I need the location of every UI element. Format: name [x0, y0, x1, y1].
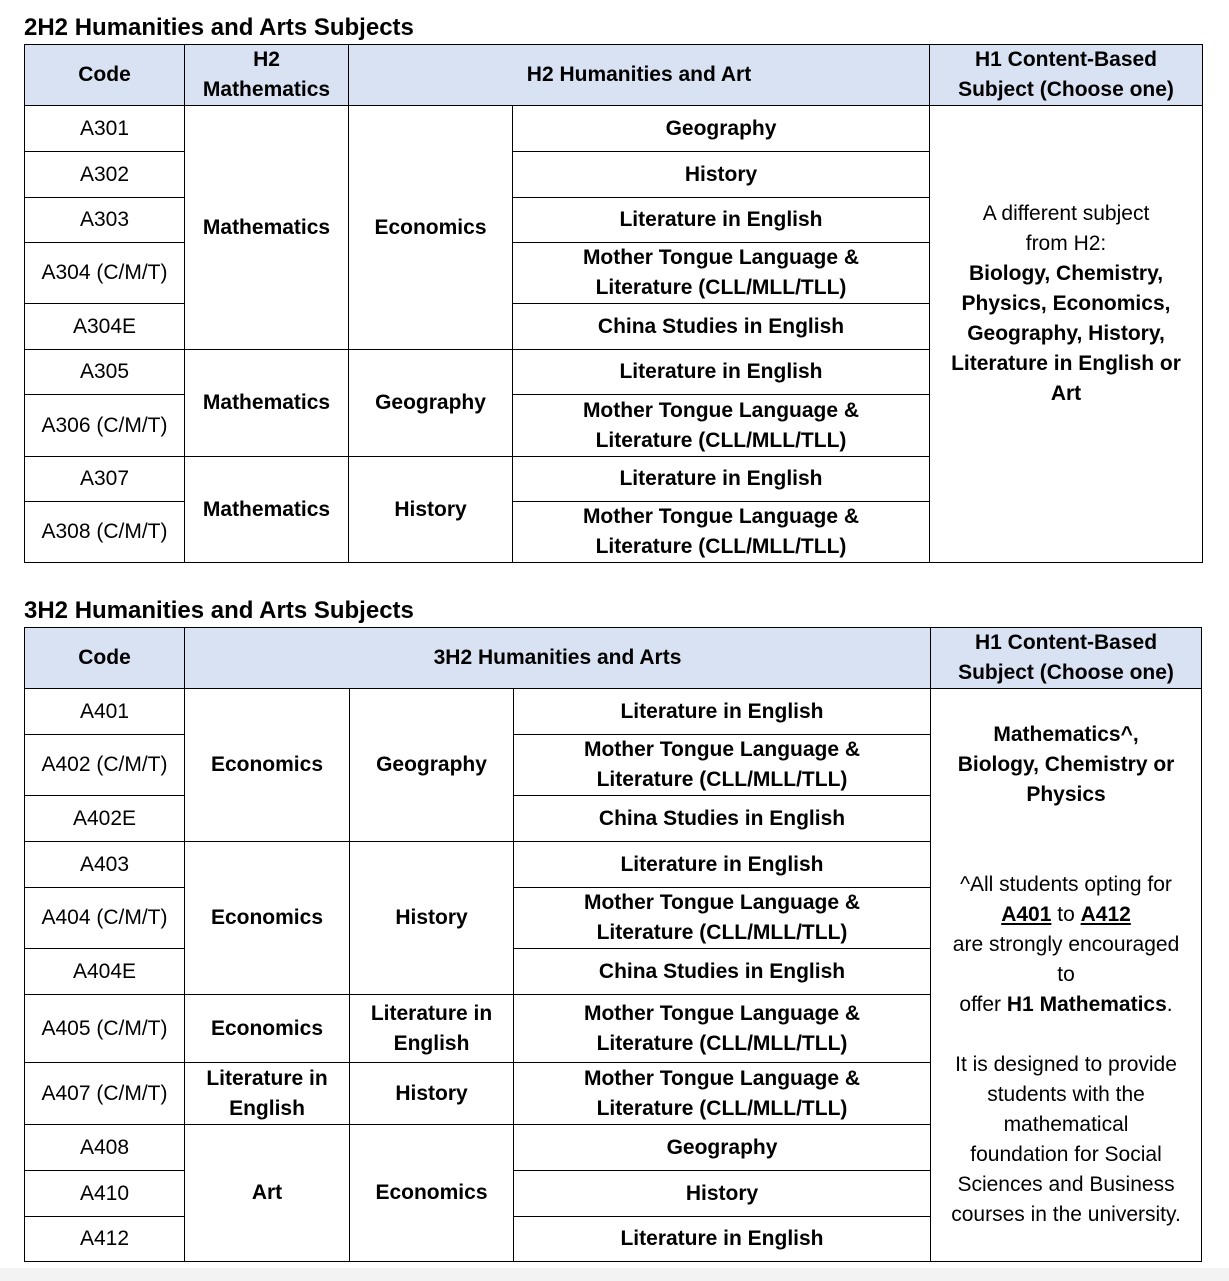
code-cell: A307 — [25, 457, 185, 502]
code-cell: A404 (C/M/T) — [25, 888, 185, 949]
subject-cell: Literature in English — [514, 1217, 931, 1262]
math-subject-cell: Mathematics — [185, 350, 349, 457]
subject-cell: Mother Tongue Language & Literature (CLL/MLL/TLL) — [513, 502, 930, 563]
subject-group-cell-2: Literature in English — [350, 995, 514, 1063]
subject-cell: Mother Tongue Language & Literature (CLL/MLL/TLL) — [514, 995, 931, 1063]
subject-cell: Geography — [514, 1125, 931, 1171]
code-cell: A404E — [25, 949, 185, 995]
subject-cell: Mother Tongue Language & Literature (CLL/MLL/TLL) — [514, 735, 931, 796]
humanities-subject-cell: Economics — [349, 106, 513, 350]
subject-cell: Mother Tongue Language & Literature (CLL/MLL/TLL) — [513, 395, 930, 457]
subject-group-cell-1: Literature in English — [185, 1063, 350, 1125]
math-subject-cell: Mathematics — [185, 457, 349, 563]
subject-cell: Mother Tongue Language & Literature (CLL/MLL/TLL) — [514, 1063, 931, 1125]
code-cell: A405 (C/M/T) — [25, 995, 185, 1063]
subject-cell: China Studies in English — [513, 304, 930, 350]
subject-cell: Mother Tongue Language & Literature (CLL/MLL/TLL) — [513, 243, 930, 304]
code-cell: A303 — [25, 198, 185, 243]
code-cell: A407 (C/M/T) — [25, 1063, 185, 1125]
subject-cell: Literature in English — [513, 198, 930, 243]
subject-cell: Mother Tongue Language & Literature (CLL/MLL/TLL) — [514, 888, 931, 949]
code-cell: A403 — [25, 842, 185, 888]
subject-group-cell-1: Economics — [185, 689, 350, 842]
code-cell: A412 — [25, 1217, 185, 1262]
h1-subject-note: Mathematics^, Biology, Chemistry or Physics ^All students opting for A401 to A412 are strongly encouraged to offer H1 Mathematics. It is designed to provide students with the mathematical foundation for Social Sciences and Business courses in the university. — [931, 689, 1202, 1262]
subject-group-cell-2: Geography — [350, 689, 514, 842]
subject-cell: China Studies in English — [514, 796, 931, 842]
code-cell: A401 — [25, 689, 185, 735]
header-h1-subject: H1 Content-Based Subject (Choose one) — [930, 45, 1203, 106]
header-h2-humanities: H2 Humanities and Art — [349, 45, 930, 106]
header-h1-subject: H1 Content-Based Subject (Choose one) — [931, 628, 1202, 689]
page-bottom-strip — [0, 1268, 1229, 1281]
subject-group-cell-2: Economics — [350, 1125, 514, 1262]
code-cell: A410 — [25, 1171, 185, 1217]
header-code: Code — [25, 628, 185, 689]
table-3h2-subjects — [24, 627, 1202, 1262]
code-cell: A402 (C/M/T) — [25, 735, 185, 796]
subject-cell: History — [513, 152, 930, 198]
code-cell: A402E — [25, 796, 185, 842]
header-3h2-humanities: 3H2 Humanities and Arts — [185, 628, 931, 689]
code-cell: A304 (C/M/T) — [25, 243, 185, 304]
humanities-subject-cell: History — [349, 457, 513, 563]
subject-cell: Literature in English — [513, 457, 930, 502]
header-h2-mathematics: H2 Mathematics — [185, 45, 349, 106]
code-cell: A301 — [25, 106, 185, 152]
math-subject-cell: Mathematics — [185, 106, 349, 350]
code-cell: A302 — [25, 152, 185, 198]
table1-title: 2H2 Humanities and Arts Subjects — [24, 14, 414, 41]
subject-cell: Literature in English — [513, 350, 930, 395]
subject-cell: China Studies in English — [514, 949, 931, 995]
subject-group-cell-2: History — [350, 1063, 514, 1125]
table2-title: 3H2 Humanities and Arts Subjects — [24, 597, 414, 624]
table-2h2-subjects — [24, 44, 1203, 563]
subject-cell: Literature in English — [514, 842, 931, 888]
subject-cell: History — [514, 1171, 931, 1217]
subject-group-cell-1: Economics — [185, 995, 350, 1063]
code-cell: A305 — [25, 350, 185, 395]
humanities-subject-cell: Geography — [349, 350, 513, 457]
subject-group-cell-1: Art — [185, 1125, 350, 1262]
code-cell: A308 (C/M/T) — [25, 502, 185, 563]
subject-cell: Geography — [513, 106, 930, 152]
code-cell: A306 (C/M/T) — [25, 395, 185, 457]
header-code: Code — [25, 45, 185, 106]
code-cell: A408 — [25, 1125, 185, 1171]
subject-group-cell-1: Economics — [185, 842, 350, 995]
code-cell: A304E — [25, 304, 185, 350]
subject-cell: Literature in English — [514, 689, 931, 735]
subject-group-cell-2: History — [350, 842, 514, 995]
h1-subject-note: A different subject from H2: Biology, Chemistry, Physics, Economics, Geography, History, Literature in English or Art — [930, 106, 1203, 563]
